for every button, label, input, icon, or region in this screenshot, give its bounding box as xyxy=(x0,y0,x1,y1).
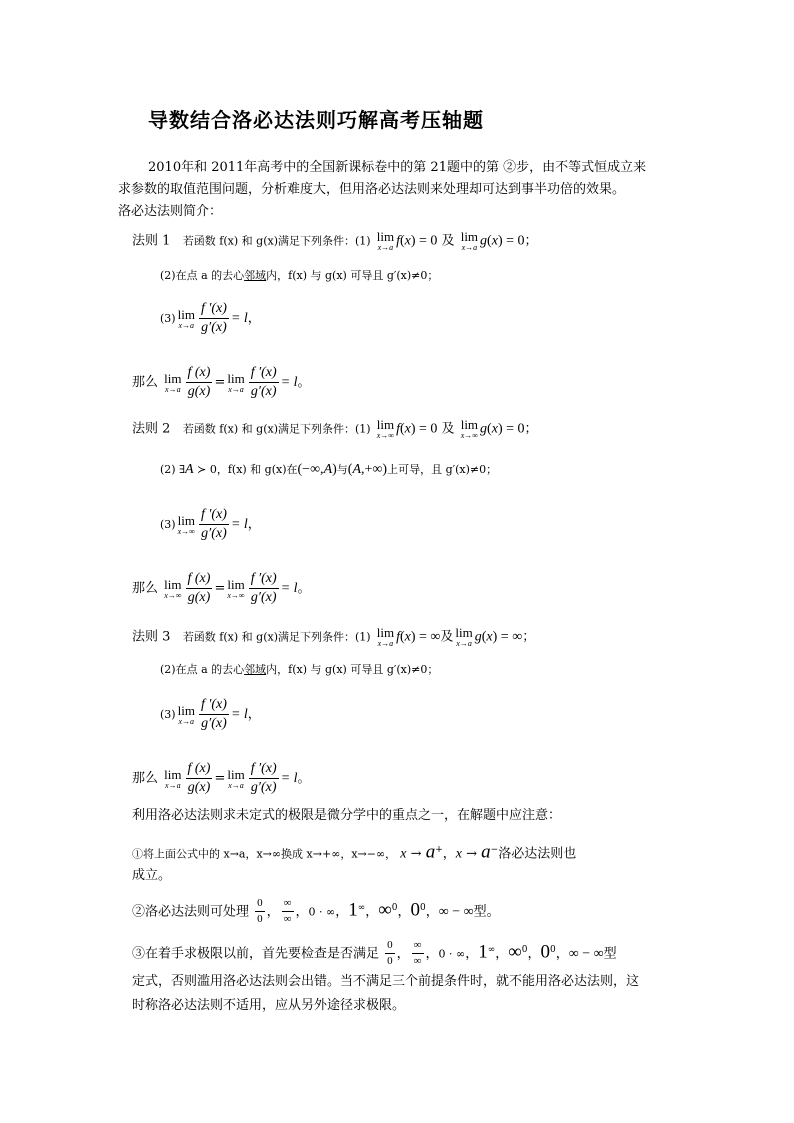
rule1-then: 那么 xyxy=(132,375,159,390)
rule1-cond-intro: 若函数 f(x) 和 g(x)满足下列条件：(1) xyxy=(182,234,371,248)
indeterminate-zero-over-zero: $\frac{0}{0}$ xyxy=(387,939,393,968)
limit-symbol: lim x→a xyxy=(227,766,245,790)
rule2-c2-prefix: (2) ∃ xyxy=(160,463,186,476)
rule2-cond-intro: 若函数 f(x) 和 g(x)满足下列条件：(1) xyxy=(182,422,371,436)
derivative-fraction: $\frac{f '(x)}{g'(x)}$ xyxy=(250,365,277,399)
note-3-suffix: 型 xyxy=(603,946,617,962)
rule1-condition-3: (3) lim x→a $\frac{f '(x)}{g'(x)}$ = l， xyxy=(160,301,261,335)
indeterminate-zero-over-zero: $\frac{0}{0}$ xyxy=(257,897,263,926)
note-3: ③在着手求极限以前，首先要检查是否满足 $\frac{0}{0}$ ， $\frac{\infty}{\infty}$ ，0 · ∞，1∞，∞$^0$，$0^0$，∞ − ∞型 xyxy=(132,939,617,968)
rule2-condition-2: (2) ∃A ≻ 0，f(x) 和 g(x)在(−∞,A)与(A,+∞)上可导，且 g′(x)≠0； xyxy=(160,462,498,477)
note-2-suffix: 型。 xyxy=(473,904,500,920)
derivative-fraction: $\frac{f '(x)}{g'(x)}$ xyxy=(200,507,227,541)
intro-line-3: 洛必达法则简介： xyxy=(118,204,223,219)
rule2-conclusion: 那么 lim x→∞ $\frac{f (x)}{g(x)}$ = lim x→∞ $\frac{f '(x)}{g'(x)}$ = l。 xyxy=(132,571,311,605)
rule2-c2-suffix: 上可导，且 g′(x)≠0； xyxy=(387,463,498,476)
note-3-line-3: 时称洛必达法则不适用，应从另外途径求极限。 xyxy=(132,998,406,1013)
rule1-and: 及 xyxy=(441,233,455,249)
rule1-condition-2 xyxy=(160,266,438,286)
derivative-fraction: $\frac{f '(x)}{g'(x)}$ xyxy=(250,571,277,605)
rule1-condition-1: 法则 1 若函数 f(x) 和 g(x)满足下列条件：(1) lim x→a f(x) = 0 及 lim x→a g(x) = 0； xyxy=(132,229,538,252)
rule3-c2-underline: 邻域 xyxy=(244,663,267,676)
rule3-c3-prefix: (3) xyxy=(160,708,176,721)
rule2-c3-prefix: (3) xyxy=(160,518,176,531)
rule2-label: 法则 2 xyxy=(132,421,171,437)
rule3-and: 及 xyxy=(440,629,454,645)
rule1-label: 法则 1 xyxy=(132,233,171,249)
ratio-fraction: $\frac{f (x)}{g(x)}$ xyxy=(187,761,211,795)
rule1-c3-prefix: (3) xyxy=(160,312,176,325)
limit-symbol: lim x→∞ xyxy=(376,417,395,440)
note-1-suffix: 洛必达法则也 xyxy=(498,846,577,862)
rule3-c2-suffix: 内，f(x) 与 g(x) 可导且 g′(x)≠0； xyxy=(266,663,439,676)
derivative-fraction: $\frac{f '(x)}{g'(x)}$ xyxy=(200,697,227,731)
rule1-conclusion: 那么 lim x→a $\frac{f (x)}{g(x)}$ = lim x→a $\frac{f '(x)}{g'(x)}$ = l。 xyxy=(132,365,311,399)
rule3-conclusion: 那么 lim x→a $\frac{f (x)}{g(x)}$ = lim x→a $\frac{f '(x)}{g'(x)}$ = l。 xyxy=(132,761,311,795)
limit-symbol: lim x→a xyxy=(376,229,395,252)
rule3-condition-1: 法则 3 若函数 f(x) 和 g(x)满足下列条件：(1) lim x→a f(x) = ∞及 lim x→a g(x) = ∞； xyxy=(132,625,536,648)
derivative-fraction: $\frac{f '(x)}{g'(x)}$ xyxy=(250,761,277,795)
limit-symbol: lim x→∞ xyxy=(177,512,195,536)
intro-line-2: 求参数的取值范围问题，分析难度大，但用洛必达法则来处理却可达到事半功倍的效果。 xyxy=(118,182,626,197)
rule3-cond-intro: 若函数 f(x) 和 g(x)满足下列条件：(1) xyxy=(182,630,371,644)
limit-symbol: lim x→a xyxy=(376,625,395,648)
derivative-fraction: $\frac{f '(x)}{g'(x)}$ xyxy=(200,301,227,335)
indeterminate-inf-over-inf: $\frac{\infty}{\infty}$ xyxy=(283,897,292,926)
limit-symbol: lim x→∞ xyxy=(227,576,245,600)
limit-symbol: lim x→a xyxy=(164,766,182,790)
limit-symbol: lim x→∞ xyxy=(460,417,479,440)
indeterminate-inf-over-inf: $\frac{\infty}{\infty}$ xyxy=(413,939,422,968)
note-2-prefix: ②洛必达法则可处理 xyxy=(132,904,250,920)
note-2: ②洛必达法则可处理 $\frac{0}{0}$ ， $\frac{\infty}{\infty}$ ，0 · ∞，1∞，∞$^0$，$0^0$，∞ − ∞型。 xyxy=(132,897,500,926)
rule2-and: 及 xyxy=(441,421,455,437)
rule3-condition-3: (3) lim x→a $\frac{f '(x)}{g'(x)}$ = l， xyxy=(160,697,261,731)
rule2-c2-with: 与 xyxy=(336,463,348,476)
limit-symbol: lim x→a xyxy=(227,370,245,394)
limit-symbol: lim x→a xyxy=(164,370,182,394)
rule1-c2-underline: 邻域 xyxy=(244,269,267,282)
rule3-then: 那么 xyxy=(132,771,159,786)
note-1-line-2: 成立。 xyxy=(132,868,172,883)
limit-symbol: lim x→a xyxy=(455,625,473,648)
rule2-condition-1: 法则 2 若函数 f(x) 和 g(x)满足下列条件：(1) lim x→∞ f(x) = 0 及 lim x→∞ g(x) = 0； xyxy=(132,417,538,440)
rule1-c2-prefix: (2)在点 a 的去心 xyxy=(160,269,245,282)
rule3-condition-2 xyxy=(160,660,438,680)
limit-symbol: lim x→a xyxy=(460,229,479,252)
rule3-label: 法则 3 xyxy=(132,629,171,645)
note-3-line-2: 定式，否则滥用洛必达法则会出错。当不满足三个前提条件时，就不能用洛必达法则，这 xyxy=(132,974,640,989)
limit-symbol: lim x→a xyxy=(177,306,195,330)
rule2-then: 那么 xyxy=(132,581,159,596)
notes-intro: 利用洛必达法则求未定式的极限是微分学中的重点之一，在解题中应注意： xyxy=(132,808,562,823)
ratio-fraction: $\frac{f (x)}{g(x)}$ xyxy=(187,571,211,605)
note-3-prefix: ③在着手求极限以前，首先要检查是否满足 xyxy=(132,946,380,962)
rule3-c2-prefix: (2)在点 a 的去心 xyxy=(160,663,245,676)
intro-line-1: 2010年和 2011年高考中的全国新课标卷中的第 21题中的第 ②步，由不等式恒成立来 xyxy=(148,160,647,175)
note-1-prefix: ①将上面公式中的 x→a，x→∞换成 x→+∞，x→−∞， xyxy=(132,847,397,861)
rule2-condition-3: (3) lim x→∞ $\frac{f '(x)}{g'(x)}$ = l， xyxy=(160,507,261,541)
ratio-fraction: $\frac{f (x)}{g(x)}$ xyxy=(187,365,211,399)
rule2-c2-mid: ，f(x) 和 g(x)在 xyxy=(216,463,298,476)
document-title: 导数结合洛必达法则巧解高考压轴题 xyxy=(148,108,484,132)
rule1-c2-suffix: 内，f(x) 与 g(x) 可导且 g′(x)≠0； xyxy=(266,269,439,282)
note-1: ①将上面公式中的 x→a，x→∞换成 x→+∞，x→−∞， x → a+，x → a−洛必达法则也 xyxy=(132,841,577,863)
limit-symbol: lim x→∞ xyxy=(164,576,182,600)
limit-symbol: lim x→a xyxy=(177,702,195,726)
